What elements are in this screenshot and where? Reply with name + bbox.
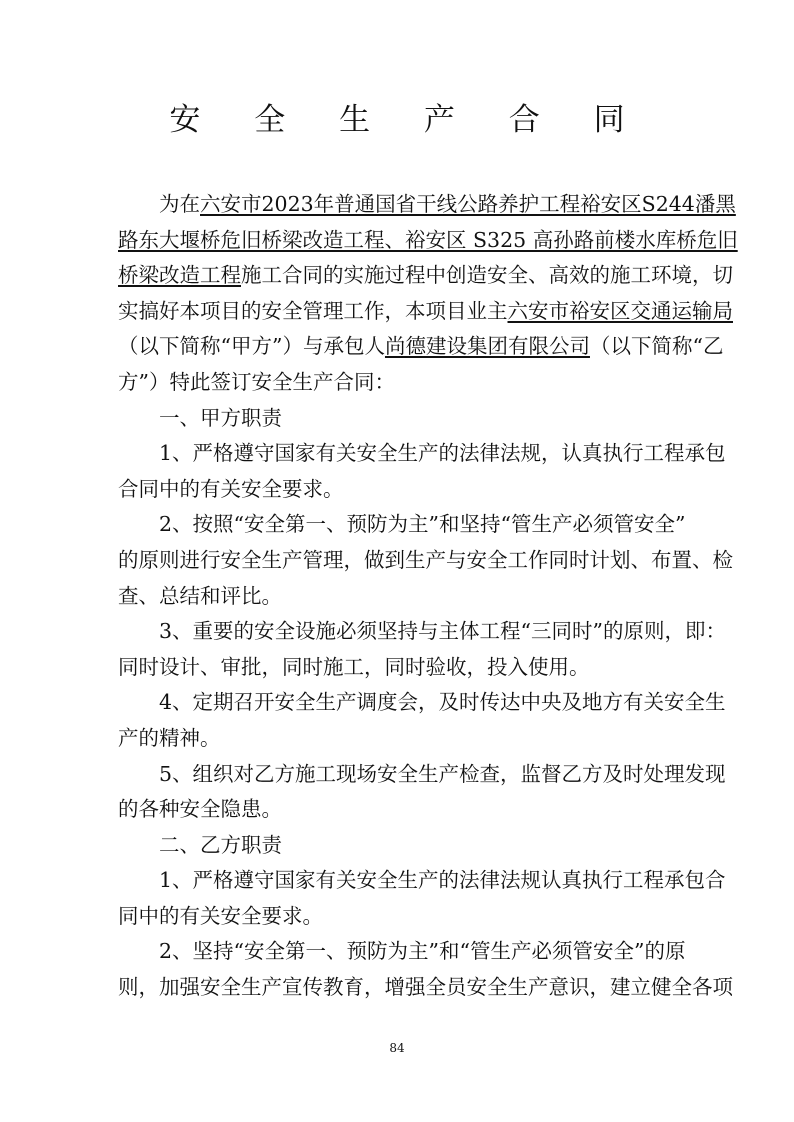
clause-line: 的各种安全隐患。 (118, 797, 282, 822)
clause-line: 1、严格遵守国家有关安全生产的法律法规认真执行工程承包合 (159, 868, 726, 893)
clause-line: 合同中的有关安全要求。 (118, 476, 344, 501)
intro-text: 施工合同的实施过程中创造安全、高效的施工环境，切 (241, 263, 733, 288)
clause-line: 同时设计、审批，同时施工，同时验收，投入使用。 (118, 654, 590, 679)
project-name-underlined: 六安市2023年普通国省干线公路养护工程裕安区S244潘黑 (200, 192, 736, 216)
section-heading: 二、乙方职责 (159, 832, 282, 857)
clause-line: 则，加强安全生产宣传教育，增强全员安全生产意识，建立健全各项 (118, 975, 733, 1000)
clause-line: 2、按照“安全第一、预防为主”和坚持“管生产必须管安全” (159, 512, 686, 537)
clause-line: 5、组织对乙方施工现场安全生产检查，监督乙方及时处理发现 (159, 761, 726, 786)
intro-line (118, 294, 733, 330)
intro-line (118, 329, 724, 365)
intro-text: （以下简称“甲方”）与承包人 (118, 334, 385, 359)
clause-line: 2、坚持“安全第一、预防为主”和“管生产必须管安全”的原 (159, 939, 686, 964)
contractor-name-underlined: 尚德建设集团有限公司 (384, 334, 590, 359)
intro-text: 为在 (159, 192, 200, 216)
clause-line: 查、总结和评比。 (118, 583, 282, 608)
intro-line (118, 258, 733, 294)
project-name-underlined: 桥梁改造工程 (118, 263, 241, 288)
intro-line (118, 187, 736, 223)
clause-line: 产的精神。 (118, 725, 221, 750)
document-body (118, 187, 738, 1006)
intro-line: 方”）特此签订安全生产合同： (118, 369, 395, 394)
intro-line (118, 223, 738, 259)
owner-name-underlined: 六安市裕安区交通运输局 (507, 298, 733, 323)
page-number: 84 (389, 1041, 405, 1055)
clause-line: 1、严格遵守国家有关安全生产的法律法规，认真执行工程承包 (159, 441, 726, 466)
document-title: 安 全 生 产 合 同 (169, 102, 647, 138)
intro-text: （以下简称“乙 (589, 334, 724, 359)
clause-line: 的原则进行安全生产管理，做到生产与安全工作同时计划、布置、检 (118, 547, 733, 572)
clause-line: 4、定期召开安全生产调度会，及时传达中央及地方有关安全生 (159, 690, 726, 715)
section-heading: 一、甲方职责 (159, 405, 282, 430)
clause-line: 同中的有关安全要求。 (118, 903, 323, 928)
intro-text: 实搞好本项目的安全管理工作，本项目业主 (118, 298, 508, 323)
clause-line: 3、重要的安全设施必须坚持与主体工程“三同时”的原则，即： (159, 619, 727, 644)
project-name-underlined: 路东大堰桥危旧桥梁改造工程、裕安区 S325 高孙路前楼水库桥危旧 (118, 227, 738, 252)
